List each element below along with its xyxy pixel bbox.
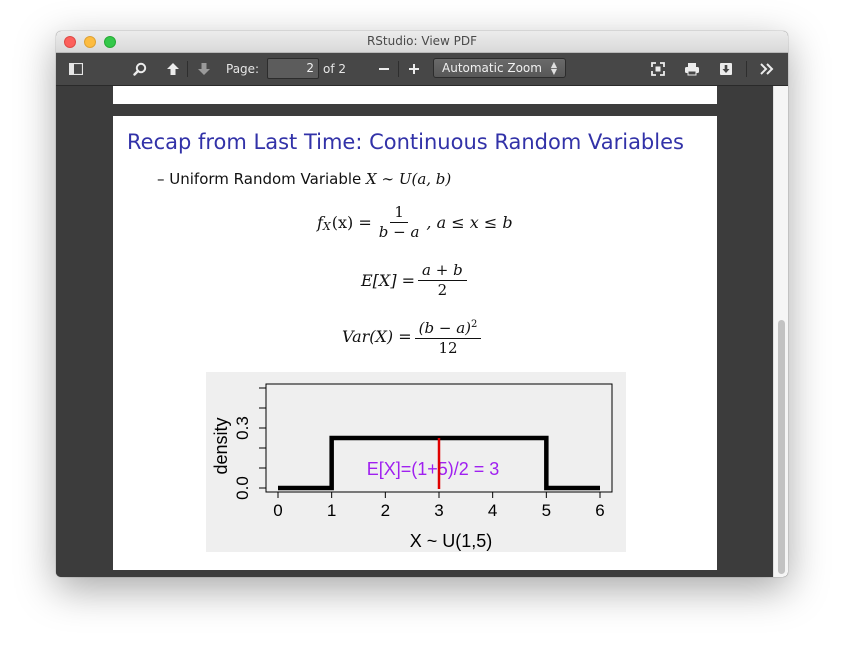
- search-button[interactable]: [130, 59, 150, 79]
- eq2-numerator: a + b: [418, 262, 467, 281]
- x-tick-label: 3: [434, 501, 444, 520]
- bullet-uniform: [157, 170, 451, 188]
- slide-title: Recap from Last Time: Continuous Random Variables: [127, 130, 684, 154]
- eq3-numerator: [415, 316, 482, 339]
- y-tick-label: 0.0: [233, 476, 252, 500]
- eq1-arg: (x) =: [331, 213, 372, 232]
- x-tick-label: 6: [595, 501, 605, 520]
- eq3-numerator-base: (b − a): [418, 319, 471, 337]
- page-label: Page:: [226, 62, 260, 76]
- eq1-subscript: X: [322, 220, 331, 233]
- arrow-down-icon: [197, 62, 211, 76]
- x-axis-label: X ~ U(1,5): [409, 531, 493, 551]
- eq2-fraction: [418, 262, 467, 299]
- eq1-fraction: [375, 204, 424, 241]
- eq3-fraction: [415, 316, 482, 357]
- eq3-exponent: 2: [471, 319, 478, 330]
- plot-svg: [206, 372, 626, 552]
- toolbar-separator: [746, 61, 747, 77]
- sidebar-toggle-icon: [69, 63, 83, 75]
- equation-variance: [342, 316, 484, 357]
- next-page-button[interactable]: [194, 59, 214, 79]
- x-tick-label: 5: [541, 501, 552, 520]
- x-tick-label: 4: [487, 501, 498, 520]
- eq2-lhs: E[X] =: [361, 271, 416, 290]
- zoom-out-button[interactable]: [374, 59, 394, 79]
- eq1-tail: , a ≤ x ≤ b: [426, 213, 513, 232]
- double-chevron-right-icon: [760, 63, 774, 75]
- x-tick-label: 0: [273, 501, 283, 520]
- download-icon: [719, 62, 733, 76]
- arrow-up-icon: [166, 62, 180, 76]
- plus-icon: [408, 63, 420, 75]
- equation-expectation: [361, 262, 470, 299]
- x-tick-label: 1: [326, 501, 337, 520]
- title-bar: [56, 31, 788, 53]
- search-icon: [133, 62, 147, 76]
- window-title: RStudio: View PDF: [366, 34, 478, 48]
- eq3-lhs: Var(X) =: [342, 327, 412, 346]
- pdf-viewer-area[interactable]: [56, 86, 788, 577]
- uniform-density-plot: [206, 372, 626, 552]
- presentation-mode-button[interactable]: [648, 59, 668, 79]
- download-button[interactable]: [716, 59, 736, 79]
- pdf-viewer-window: [56, 31, 788, 577]
- sidebar-toggle-button[interactable]: [66, 59, 86, 79]
- page-count: of 2: [323, 62, 347, 76]
- mean-annotation: E[X]=(1+5)/2 = 3: [366, 459, 500, 479]
- zoom-in-button[interactable]: [404, 59, 424, 79]
- eq1-denominator: b − a: [378, 223, 420, 241]
- toolbar-separator: [398, 61, 399, 77]
- eq3-denominator: 12: [438, 339, 458, 357]
- tools-menu-button[interactable]: [756, 59, 778, 79]
- previous-page-bottom: [113, 86, 717, 104]
- chevron-updown-icon: ▲ ▼: [550, 60, 557, 76]
- bullet-math: X ∼ U(a, b): [366, 170, 452, 188]
- y-tick-label: 0.3: [233, 416, 252, 440]
- eq1-lhs: f: [317, 213, 323, 232]
- scrollbar-thumb[interactable]: [778, 320, 785, 574]
- pdf-page: [113, 116, 717, 570]
- fullscreen-icon: [651, 62, 665, 76]
- x-tick-label: 2: [380, 501, 391, 520]
- print-icon: [684, 62, 700, 76]
- page-number-input[interactable]: 2: [267, 58, 319, 79]
- toolbar-separator: [187, 61, 188, 77]
- zoom-select-value: Automatic Zoom: [442, 61, 542, 75]
- previous-page-button[interactable]: [163, 59, 183, 79]
- minus-icon: [378, 63, 390, 75]
- print-button[interactable]: [682, 59, 702, 79]
- eq1-numerator: 1: [390, 204, 408, 223]
- vertical-scrollbar[interactable]: [773, 86, 788, 577]
- zoom-select[interactable]: [433, 58, 566, 78]
- equation-pdf: [317, 204, 513, 241]
- y-axis-label: density: [211, 417, 231, 475]
- pdf-toolbar: [56, 53, 788, 86]
- bullet-text: – Uniform Random Variable: [157, 170, 367, 188]
- eq2-denominator: 2: [437, 281, 448, 299]
